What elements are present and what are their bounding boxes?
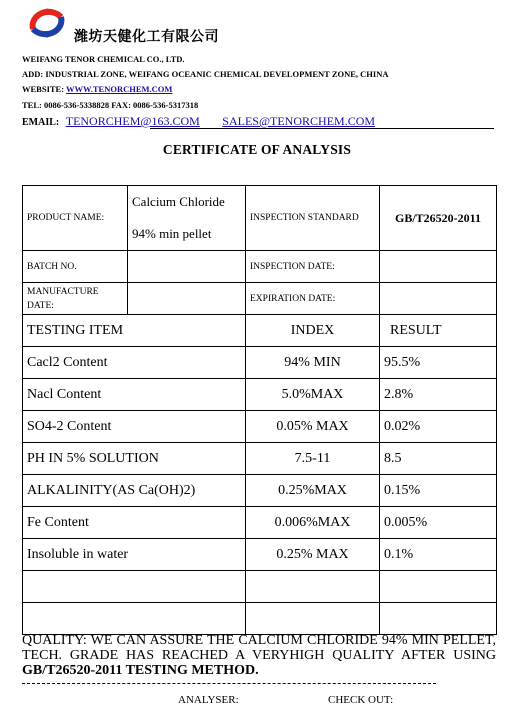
website-label: WEBSITE: xyxy=(22,84,65,94)
test-index: 0.25% MAX xyxy=(246,539,380,571)
analysis-table xyxy=(22,185,497,635)
table-row xyxy=(23,539,497,571)
test-index: 5.0%MAX xyxy=(246,379,380,411)
test-result: 0.15% xyxy=(380,475,497,507)
table-row xyxy=(23,379,497,411)
analyser-label: ANALYSER: xyxy=(178,694,239,706)
dashed-divider xyxy=(22,683,436,684)
quality-statement xyxy=(22,633,496,678)
email-label: EMAIL: xyxy=(22,117,60,128)
document-title: CERTIFICATE OF ANALYSIS xyxy=(162,142,352,157)
test-result: 0.1% xyxy=(380,539,497,571)
empty-row xyxy=(23,603,497,635)
table-row xyxy=(23,443,497,475)
empty-row xyxy=(23,571,497,603)
test-index: 7.5-11 xyxy=(246,443,380,475)
inspection-standard-value: GB/T26520-2011 xyxy=(380,186,497,251)
company-name-cn: 潍坊天健化工有限公司 xyxy=(74,29,219,45)
manufacture-date-value xyxy=(128,283,246,315)
product-name-value: Calcium Chloride 94% min pellet xyxy=(128,186,246,251)
inspection-date-label: INSPECTION DATE: xyxy=(246,251,380,283)
company-tel-fax: TEL: 0086-536-5338828 FAX: 0086-536-5317318 xyxy=(22,100,199,110)
test-item: Nacl Content xyxy=(23,379,246,411)
company-email-line xyxy=(22,114,391,129)
test-result: 2.8% xyxy=(380,379,497,411)
header-result: RESULT xyxy=(380,315,497,347)
batch-no-value xyxy=(128,251,246,283)
expiration-date-value xyxy=(380,283,497,315)
product-name-label: PRODUCT NAME: xyxy=(23,186,128,251)
header-index: INDEX xyxy=(246,315,380,347)
manufacture-date-label: MANUFACTURE DATE: xyxy=(23,283,128,315)
test-item: PH IN 5% SOLUTION xyxy=(23,443,246,475)
expiration-date-label: EXPIRATION DATE: xyxy=(246,283,380,315)
quality-method: GB/T26520-2011 TESTING METHOD. xyxy=(22,663,259,678)
inspection-date-value xyxy=(380,251,497,283)
website-link[interactable]: WWW.TENORCHEM.COM xyxy=(66,84,173,94)
header-testing-item: TESTING ITEM xyxy=(23,315,246,347)
table-row xyxy=(23,507,497,539)
company-logo xyxy=(27,5,67,41)
test-item: Insoluble in water xyxy=(23,539,246,571)
inspection-standard-label: INSPECTION STANDARD xyxy=(246,186,380,251)
test-result: 95.5% xyxy=(380,347,497,379)
email-link-1[interactable]: TENORCHEM@163.COM xyxy=(65,114,200,128)
table-row xyxy=(23,347,497,379)
company-address: ADD: INDUSTRIAL ZONE, WEIFANG OCEANIC CHEMICAL DEVELOPMENT ZONE, CHINA xyxy=(22,69,389,79)
test-item: SO4-2 Content xyxy=(23,411,246,443)
table-row xyxy=(23,411,497,443)
batch-no-label: BATCH NO. xyxy=(23,251,128,283)
test-index: 0.25%MAX xyxy=(246,475,380,507)
email-link-2[interactable]: SALES@TENORCHEM.COM xyxy=(222,114,376,128)
test-result: 8.5 xyxy=(380,443,497,475)
test-index: 0.05% MAX xyxy=(246,411,380,443)
header-divider xyxy=(150,128,494,129)
test-index: 0.006%MAX xyxy=(246,507,380,539)
test-result: 0.005% xyxy=(380,507,497,539)
test-index: 94% MIN xyxy=(246,347,380,379)
company-name-en: WEIFANG TENOR CHEMICAL CO., LTD. xyxy=(22,54,185,64)
quality-text: QUALITY: WE CAN ASSURE THE CALCIUM CHLORIDE 94% MIN PELLET, TECH. GRADE HAS REACHED A VERYHIGH QUALITY AFTER USING xyxy=(22,633,496,663)
check-out-label: CHECK OUT: xyxy=(328,694,394,706)
table-row xyxy=(23,475,497,507)
test-result: 0.02% xyxy=(380,411,497,443)
test-item: Cacl2 Content xyxy=(23,347,246,379)
test-item: ALKALINITY(AS Ca(OH)2) xyxy=(23,475,246,507)
test-item: Fe Content xyxy=(23,507,246,539)
company-website-line xyxy=(22,84,172,94)
